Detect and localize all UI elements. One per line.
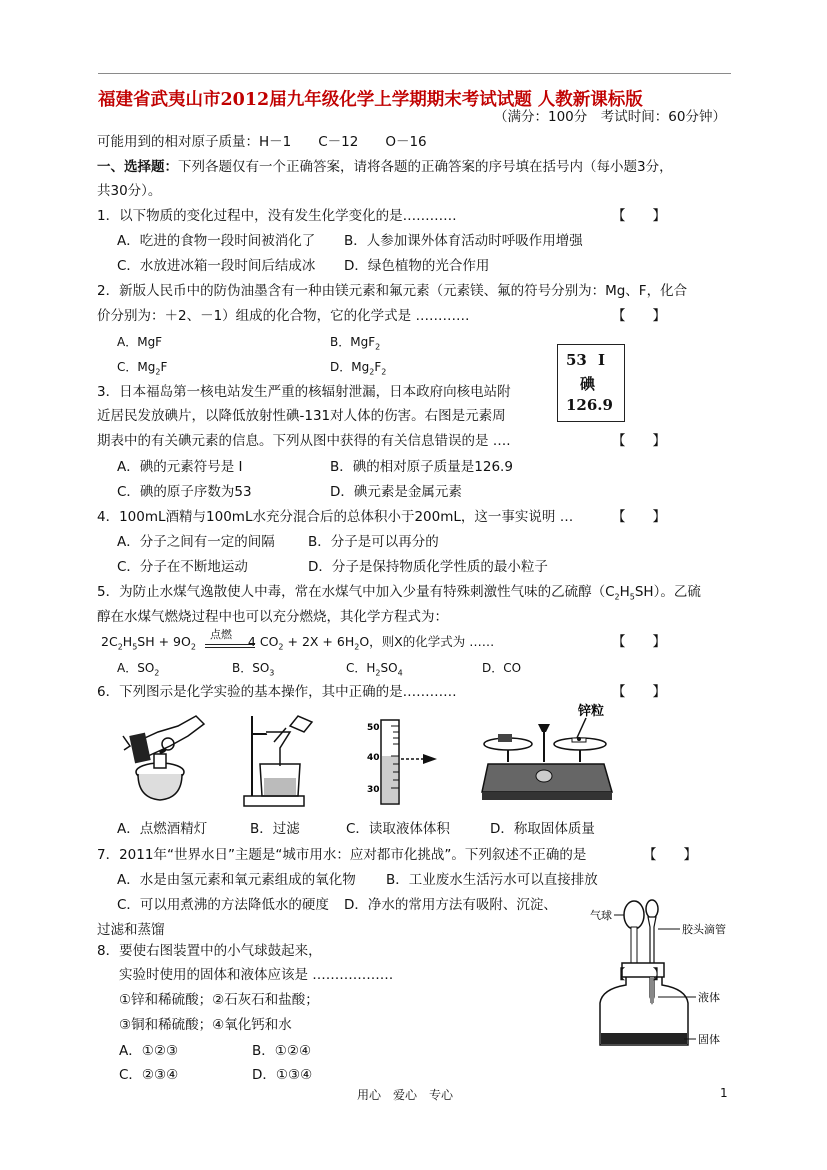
q3-answer-bracket[interactable]: 【 】 xyxy=(612,433,666,449)
tick-label-30: 30 xyxy=(367,785,380,795)
q5-option-b: B．$SO_3$ xyxy=(232,661,275,678)
q1-option-b: B．人参加课外体育活动时呼吸作用增强 xyxy=(344,233,583,249)
header-rule xyxy=(98,73,731,74)
q3-option-b: B．碘的相对原子质量是126.9 xyxy=(330,459,513,475)
section1-desc-1: 下列各题仅有一个正确答案，请将各题的正确答案的序号填在括号内（每小题3分， xyxy=(178,159,673,175)
q1-stem: 1．以下物质的变化过程中，没有发生化学变化的是………… xyxy=(97,208,457,224)
q7-stem: 7．2011年“世界水日”主题是“城市用水：应对都市化挑战”。下列叙述不正确的是 xyxy=(97,847,587,863)
q7-option-d: D．净水的常用方法有吸附、沉淀、 xyxy=(344,897,557,913)
figure-balance xyxy=(480,700,630,810)
q2-option-a: A．MgF xyxy=(117,335,163,349)
figure-read-liquid-volume xyxy=(365,712,455,808)
q6-option-b: B．过滤 xyxy=(250,821,300,837)
q5-option-a: A．$SO_2$ xyxy=(117,661,160,678)
q8-choices-2: ③铜和稀硫酸；④氧化钙和水 xyxy=(119,1017,292,1033)
q8-option-b: B．①②④ xyxy=(252,1043,312,1059)
label-dropper: 胶头滴管 xyxy=(682,923,726,936)
q8-option-d: D．①③④ xyxy=(252,1067,313,1083)
q8-option-a: A．①②③ xyxy=(119,1043,179,1059)
q1-answer-bracket[interactable]: 【 】 xyxy=(612,208,666,224)
section1-desc-2: 共30分）。 xyxy=(97,183,162,199)
q2-option-d: D．$Mg_2F_2$ xyxy=(330,360,387,377)
q8-option-c: C．②③④ xyxy=(119,1067,179,1083)
zinc-label: 锌粒 xyxy=(578,704,605,719)
q5-equation: $2C_2H_5SH + 9O_2$ 4 $CO_2 + 2X + 6H_2O$，则X的化学式为 …… xyxy=(101,634,495,652)
q3-option-a: A．碘的元素符号是 I xyxy=(117,459,243,475)
q3-stem-3: 期表中的有关碘元素的信息。下列从图中获得的有关信息错误的是 …. xyxy=(97,433,511,449)
q4-option-b: B．分子是可以再分的 xyxy=(308,534,439,550)
label-liquid: 液体 xyxy=(698,991,720,1004)
element-symbol: I xyxy=(598,351,606,369)
q6-option-c: C．读取液体体积 xyxy=(346,821,450,837)
q2-option-b: B．MgF$_2$ xyxy=(330,335,381,352)
q2-stem-1: 2．新版人民币中的防伪油墨含有一种由镁元素和氟元素（元素镁、氟的符号分别为：Mg、F，化合 xyxy=(97,283,688,299)
q7-option-a: A．水是由氢元素和氧元素组成的氧化物 xyxy=(117,872,356,888)
label-balloon: 气球 xyxy=(590,909,612,922)
q5-stem-2: 醇在水煤气燃烧过程中也可以充分燃烧，其化学方程式为： xyxy=(97,609,448,625)
q7-answer-bracket[interactable]: 【 】 xyxy=(643,847,697,863)
q6-stem: 6．下列图示是化学实验的基本操作，其中正确的是………… xyxy=(97,684,457,700)
q4-option-a: A．分子之间有一定的间隔 xyxy=(117,534,275,550)
q7-option-b: B．工业废水生活污水可以直接排放 xyxy=(386,872,598,888)
iodine-element-card xyxy=(557,344,625,422)
section1-heading: 一、选择题： xyxy=(97,159,178,175)
q7-option-d-cont: 过滤和蒸馏 xyxy=(97,922,165,938)
q6-answer-bracket[interactable]: 【 】 xyxy=(612,684,666,700)
q4-option-c: C．分子在不断地运动 xyxy=(117,559,248,575)
q6-option-d: D．称取固体质量 xyxy=(490,821,595,837)
q4-stem: 4．100mL酒精与100mL水充分混合后的总体积小于200mL，这一事实说明 … xyxy=(97,509,574,525)
q6-option-a: A．点燃酒精灯 xyxy=(117,821,208,837)
footer-motto: 用心 爱心 专心 xyxy=(357,1088,454,1102)
figure-filtration xyxy=(240,712,320,808)
page-number: 1 xyxy=(720,1086,728,1100)
page-title: 福建省武夷山市2012届九年级化学上学期期末考试试题 人教新课标版 xyxy=(98,90,643,110)
q2-stem-2: 价分别为：＋2、－1）组成的化合物，它的化学式是 ………… xyxy=(97,308,470,324)
q3-stem-1: 3．日本福岛第一核电站发生严重的核辐射泄漏，日本政府向核电站附 xyxy=(97,384,511,400)
q3-option-d: D．碘元素是金属元素 xyxy=(330,484,462,500)
q2-answer-bracket[interactable]: 【 】 xyxy=(612,308,666,324)
q3-option-c: C．碘的原子序数为53 xyxy=(117,484,252,500)
tick-label-40: 40 xyxy=(367,753,380,763)
q5-condition-label: 点燃 xyxy=(210,628,232,641)
element-name: 碘 xyxy=(580,375,596,393)
exam-meta: （满分：100分 考试时间：60分钟） xyxy=(494,109,726,125)
section1-instructions xyxy=(97,158,673,176)
q1-option-a: A．吃进的食物一段时间被消化了 xyxy=(117,233,316,249)
q5-stem-1: 5．为防止水煤气逸散使人中毒，常在水煤气中加入少量有特殊刺激性气味的乙硫醇$(C_2H_5SH)$。乙硫 xyxy=(97,584,701,602)
q1-option-d: D．绿色植物的光合作用 xyxy=(344,258,490,274)
element-mass: 126.9 xyxy=(566,396,613,414)
q8-answer-bracket[interactable]: 【 】 xyxy=(612,967,666,983)
figure-light-alcohol-lamp xyxy=(118,712,208,806)
q8-stem-2: 实验时使用的固体和液体应该是 ……………… xyxy=(119,967,394,983)
q8-choices-1: ①锌和稀硫酸；②石灰石和盐酸； xyxy=(119,992,319,1008)
q7-option-c: C．可以用煮沸的方法降低水的硬度 xyxy=(117,897,329,913)
q8-stem-1: 8．要使右图装置中的小气球鼓起来， xyxy=(97,943,322,959)
q4-option-d: D．分子是保持物质化学性质的最小粒子 xyxy=(308,559,548,575)
tick-label-50: 50 xyxy=(367,723,380,733)
q2-option-c: C．$Mg_2F$ xyxy=(117,360,168,377)
element-atomic-number: 53 xyxy=(566,351,587,369)
q3-stem-2: 近居民发放碘片，以降低放射性碘-131对人体的伤害。右图是元素周 xyxy=(97,408,506,424)
q5-option-c: C．$H_2SO_4$ xyxy=(346,661,403,678)
q1-option-c: C．水放进冰箱一段时间后结成冰 xyxy=(117,258,316,274)
atomic-mass-note: 可能用到的相对原子质量：H－1 C－12 O－16 xyxy=(97,134,427,150)
eye-sight-arrow xyxy=(423,754,437,764)
q5-reaction-arrow xyxy=(205,644,255,648)
q5-answer-bracket[interactable]: 【 】 xyxy=(612,634,666,650)
q4-answer-bracket[interactable]: 【 】 xyxy=(612,509,666,525)
label-solid: 固体 xyxy=(698,1033,720,1046)
q5-option-d: D．CO xyxy=(482,661,522,675)
